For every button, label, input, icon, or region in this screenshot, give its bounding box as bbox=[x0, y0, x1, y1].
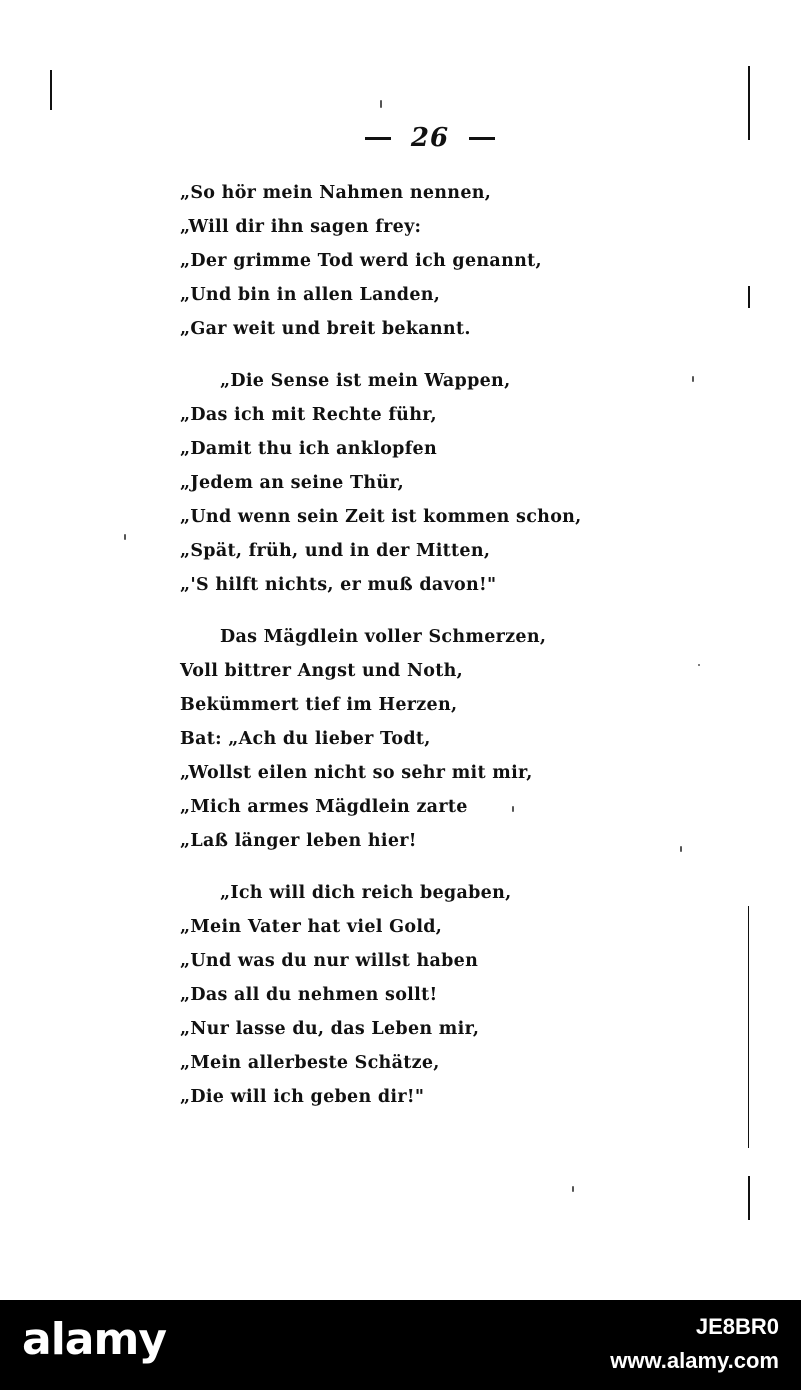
poem-line: Das Mägdlein voller Schmerzen, bbox=[220, 627, 547, 647]
scan-edge-mark bbox=[748, 906, 749, 1148]
poem-line: „Jedem an seine Thür, bbox=[180, 473, 405, 493]
poem-line: „Das all du nehmen sollt! bbox=[180, 985, 438, 1005]
poem-line: „Mein Vater hat viel Gold, bbox=[180, 917, 443, 937]
poem-line: „Damit thu ich anklopfen bbox=[180, 439, 437, 459]
scan-edge-mark bbox=[748, 286, 750, 308]
scan-edge-mark bbox=[50, 70, 52, 110]
scan-speck bbox=[380, 100, 382, 108]
poem-line: „Die will ich geben dir!" bbox=[180, 1087, 425, 1107]
page-header bbox=[340, 118, 520, 158]
scan-speck bbox=[572, 1186, 574, 1192]
stanza-gap bbox=[180, 858, 560, 876]
scan-speck bbox=[124, 534, 126, 540]
scan-speck bbox=[680, 846, 682, 852]
poem-line: „Nur lasse du, das Leben mir, bbox=[180, 1019, 480, 1039]
poem-line: Bat: „Ach du lieber Todt, bbox=[180, 729, 431, 749]
scan-edge-mark bbox=[748, 66, 750, 140]
alamy-logo: alamy bbox=[22, 1314, 166, 1365]
poem-line: „'S hilft nichts, er muß davon!" bbox=[180, 575, 497, 595]
stanza-gap bbox=[180, 346, 560, 364]
header-dash-left bbox=[365, 137, 391, 140]
header-dash-right bbox=[469, 137, 495, 140]
stanza bbox=[180, 876, 560, 1114]
watermark-footer bbox=[0, 1300, 801, 1390]
poem-line: „Wollst eilen nicht so sehr mit mir, bbox=[180, 763, 533, 783]
footer-url[interactable]: www.alamy.com bbox=[610, 1348, 779, 1373]
poem-line: „Gar weit und breit bekannt. bbox=[180, 319, 471, 339]
stanza bbox=[180, 364, 582, 602]
poem-line: „Und bin in allen Landen, bbox=[180, 285, 441, 305]
poem-line: „Und was du nur willst haben bbox=[180, 951, 479, 971]
stanza bbox=[180, 176, 560, 346]
poem-line: „Die Sense ist mein Wappen, bbox=[220, 371, 511, 391]
poem-text bbox=[180, 176, 582, 1114]
poem-line: „Mein allerbeste Schätze, bbox=[180, 1053, 440, 1073]
poem-line: „Will dir ihn sagen frey: bbox=[180, 217, 422, 237]
image-id: JE8BR0 bbox=[695, 1314, 779, 1339]
scan-edge-mark bbox=[748, 1176, 750, 1220]
poem-line: „Der grimme Tod werd ich genannt, bbox=[180, 251, 542, 271]
poem-line: „Spät, früh, und in der Mitten, bbox=[180, 541, 491, 561]
stanza-gap bbox=[180, 602, 560, 620]
poem-line: „Laß länger leben hier! bbox=[180, 831, 417, 851]
poem-line: „Das ich mit Rechte führ, bbox=[180, 405, 437, 425]
poem-line: „Ich will dich reich begaben, bbox=[220, 883, 512, 903]
poem-line: „So hör mein Nahmen nennen, bbox=[180, 183, 492, 203]
poem-line: Bekümmert tief im Herzen, bbox=[180, 695, 458, 715]
scan-speck bbox=[698, 664, 700, 666]
page-number: 26 bbox=[410, 123, 450, 153]
poem-line: „Mich armes Mägdlein zarte bbox=[180, 797, 468, 817]
scan-speck bbox=[692, 376, 694, 382]
poem-line: Voll bittrer Angst und Noth, bbox=[180, 661, 464, 681]
stanza bbox=[180, 620, 560, 858]
poem-line: „Und wenn sein Zeit ist kommen schon, bbox=[180, 507, 582, 527]
